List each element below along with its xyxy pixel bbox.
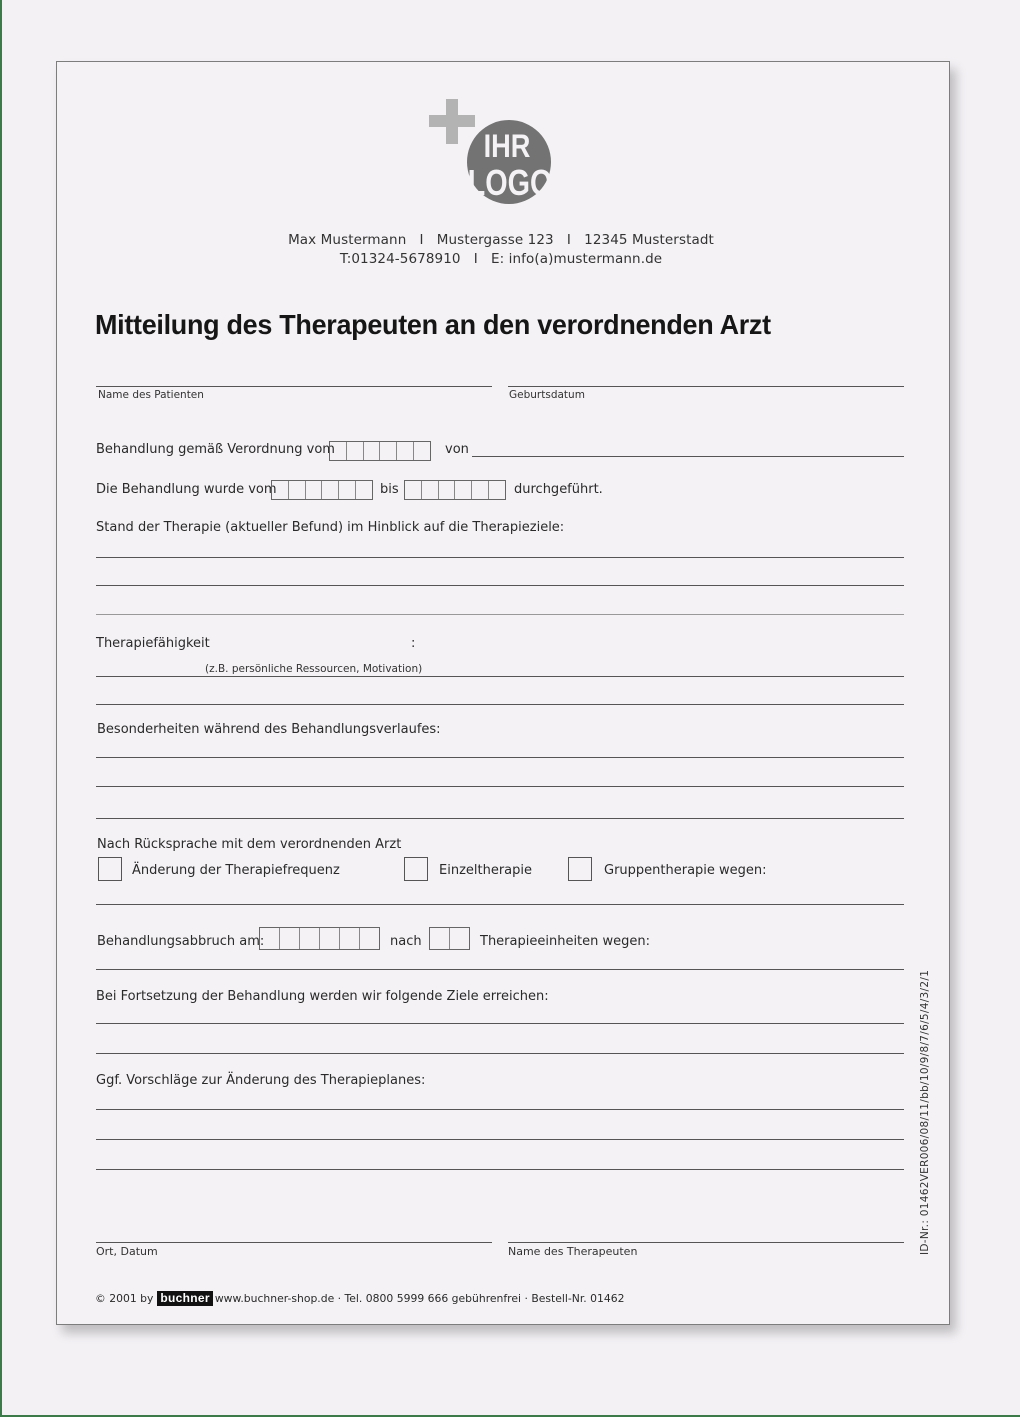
footer-copyright: © 2001 by: [95, 1292, 154, 1305]
place-date-field[interactable]: [96, 1242, 492, 1243]
birthdate-field[interactable]: [508, 386, 904, 387]
plus-icon: [429, 99, 475, 144]
consultation-label: Nach Rücksprache mit dem verordnenden Arzt: [97, 837, 402, 852]
treatment-done-label: durchgeführt.: [514, 482, 603, 497]
plan-change-line-3[interactable]: [96, 1169, 904, 1170]
discontinuation-label: Behandlungsabbruch am:: [97, 934, 265, 949]
footer: [95, 1291, 625, 1306]
plan-change-line-1[interactable]: [96, 1109, 904, 1110]
discontinuation-units-label: Therapieeinheiten wegen:: [480, 934, 651, 949]
discontinuation-reason-line[interactable]: [96, 969, 904, 970]
prescribing-doctor-field[interactable]: [472, 456, 904, 457]
therapist-name-label: Name des Therapeuten: [508, 1245, 638, 1258]
prescription-label: Behandlung gemäß Verordnung vom: [96, 442, 335, 457]
special-notes-label: Besonderheiten während des Behandlungsverlaufes:: [97, 722, 441, 737]
birthdate-label: Geburtsdatum: [509, 389, 585, 401]
continuation-goals-label: Bei Fortsetzung der Behandlung werden wir folgende Ziele erreichen:: [96, 989, 549, 1004]
sender-contact: T:01324-5678910 I E: info(a)mustermann.de: [339, 251, 663, 267]
patient-name-label: Name des Patienten: [98, 389, 204, 401]
place-date-label: Ort, Datum: [96, 1245, 158, 1258]
publisher-logo: buchner: [157, 1291, 212, 1306]
therapy-ability-line-2[interactable]: [96, 704, 904, 705]
frequency-change-label: Änderung der Therapiefrequenz: [132, 863, 340, 878]
continuation-goals-line-1[interactable]: [96, 1023, 904, 1024]
prescription-from-label: von: [445, 442, 469, 457]
individual-therapy-checkbox[interactable]: [404, 857, 428, 881]
individual-therapy-label: Einzeltherapie: [439, 863, 533, 878]
plan-change-label: Ggf. Vorschläge zur Änderung des Therapieplanes:: [96, 1073, 426, 1088]
group-therapy-checkbox[interactable]: [568, 857, 592, 881]
footer-info: www.buchner-shop.de · Tel. 0800 5999 666 gebührenfrei · Bestell-Nr. 01462: [214, 1292, 625, 1305]
logo-placeholder: [429, 99, 553, 205]
therapy-status-line-3[interactable]: [96, 614, 904, 615]
prescription-date-boxes[interactable]: [329, 441, 431, 461]
group-therapy-label: Gruppentherapie wegen:: [604, 863, 767, 878]
therapist-name-field[interactable]: [508, 1242, 904, 1243]
therapy-ability-line-1[interactable]: [96, 676, 904, 677]
sender-address: Max Mustermann I Mustergasse 123 I 12345 Musterstadt: [288, 232, 714, 248]
consultation-reason-line[interactable]: [96, 904, 904, 905]
treatment-until-label: bis: [380, 482, 399, 497]
frequency-change-checkbox[interactable]: [98, 857, 122, 881]
treatment-end-date-boxes[interactable]: [404, 480, 506, 500]
form-id-number: ID-Nr.: 01462VER006/08/11/bb/10/9/8/7/6/5/4/3/2/1: [919, 969, 931, 1255]
logo-text-line2: LOGO: [467, 161, 553, 203]
page-title: Mitteilung des Therapeuten an den verordnenden Arzt: [95, 309, 771, 340]
treatment-period-label: Die Behandlung wurde vom: [96, 482, 277, 497]
therapy-units-boxes[interactable]: [429, 927, 470, 950]
therapy-ability-colon: :: [411, 636, 416, 651]
discontinuation-date-boxes[interactable]: [259, 927, 380, 950]
therapy-status-line-1[interactable]: [96, 557, 904, 558]
special-notes-line-3[interactable]: [96, 818, 904, 819]
therapy-status-line-2[interactable]: [96, 585, 904, 586]
therapy-ability-hint: (z.B. persönliche Ressourcen, Motivation): [205, 663, 423, 675]
special-notes-line-2[interactable]: [96, 786, 904, 787]
therapy-ability-label: Therapiefähigkeit: [96, 636, 210, 651]
patient-name-field[interactable]: [96, 386, 492, 387]
plan-change-line-2[interactable]: [96, 1139, 904, 1140]
continuation-goals-line-2[interactable]: [96, 1053, 904, 1054]
special-notes-line-1[interactable]: [96, 757, 904, 758]
discontinuation-after-label: nach: [390, 934, 422, 949]
therapy-status-label: Stand der Therapie (aktueller Befund) im Hinblick auf die Therapieziele:: [96, 520, 565, 535]
treatment-start-date-boxes[interactable]: [271, 480, 373, 500]
logo-text-line1: IHR: [483, 128, 531, 165]
